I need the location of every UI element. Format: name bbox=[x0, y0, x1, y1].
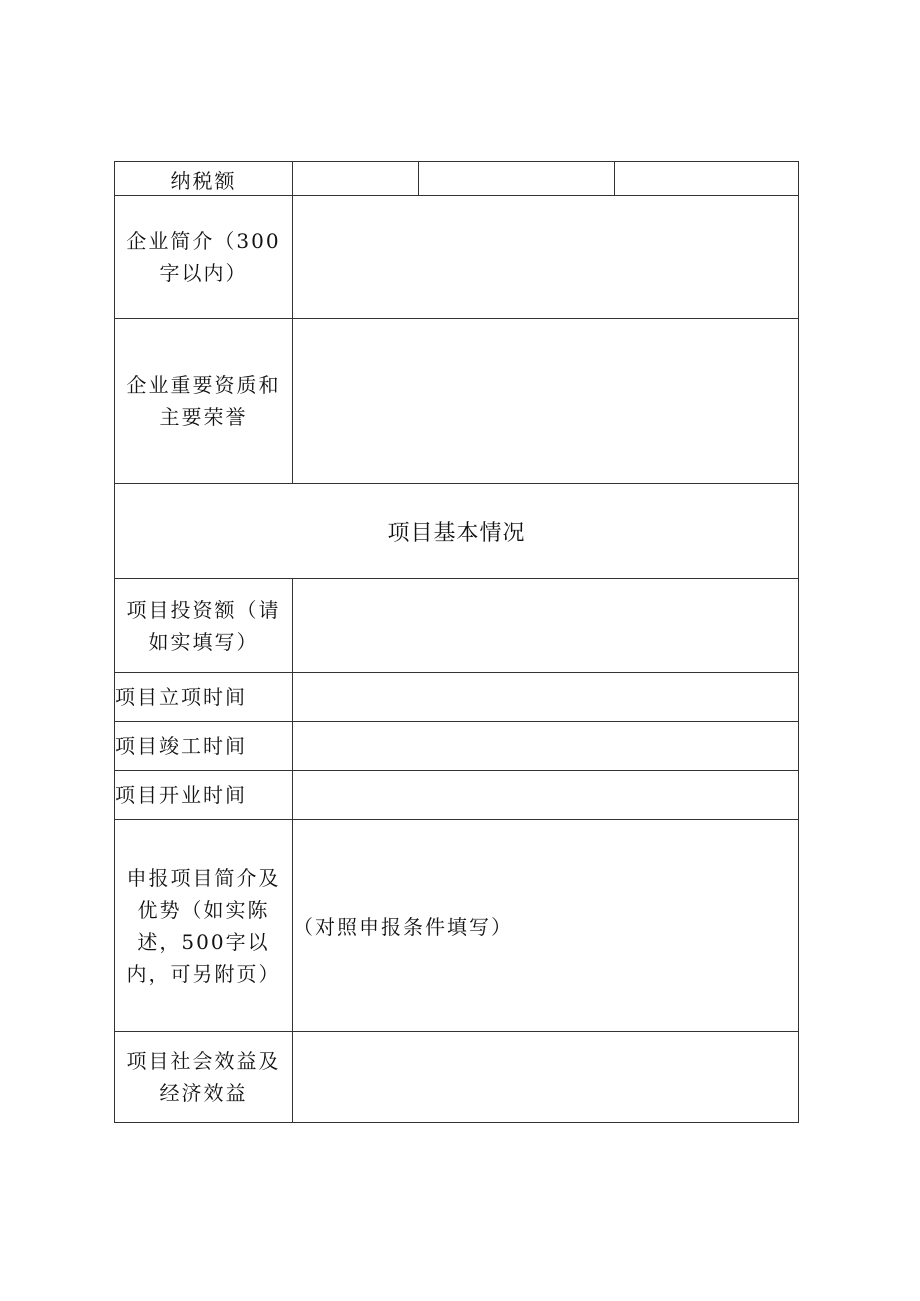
benefit-label-line2: 经济效益 bbox=[159, 1081, 248, 1105]
investment-label-line2: 如实填写） bbox=[148, 629, 259, 654]
tax-row bbox=[115, 162, 799, 196]
benefit-label bbox=[115, 1032, 293, 1123]
intro-row bbox=[115, 196, 799, 319]
tax-label-text: 纳税额 bbox=[170, 169, 237, 193]
intro-input-cell[interactable] bbox=[293, 196, 799, 319]
investment-label-line1: 项目投资额（请 bbox=[126, 597, 281, 622]
tax-label bbox=[115, 162, 293, 196]
intro-label-line2: 字以内） bbox=[159, 261, 248, 285]
completion-time-input-cell[interactable] bbox=[293, 722, 799, 771]
application-intro-hint: （对照申报条件填写） bbox=[293, 915, 513, 939]
investment-label bbox=[115, 579, 293, 673]
completion-time-row bbox=[115, 722, 799, 771]
approval-time-label bbox=[115, 673, 293, 722]
application-intro-label-line3: 述，500字以 bbox=[137, 929, 270, 954]
section-row bbox=[115, 484, 799, 579]
tax-cell-2[interactable] bbox=[419, 162, 615, 196]
intro-label bbox=[115, 196, 293, 319]
opening-time-input-cell[interactable] bbox=[293, 771, 799, 820]
application-intro-label-line2: 优势（如实陈 bbox=[137, 897, 270, 922]
application-intro-label-line4: 内，可另附页） bbox=[126, 961, 281, 986]
section-title: 项目基本情况 bbox=[115, 484, 799, 579]
application-form-table bbox=[114, 161, 799, 1123]
qualification-label-line1: 企业重要资质和 bbox=[126, 373, 281, 397]
application-intro-label bbox=[115, 820, 293, 1032]
approval-time-row bbox=[115, 673, 799, 722]
completion-time-label-text: 项目竣工时间 bbox=[115, 734, 247, 758]
application-intro-row bbox=[115, 820, 799, 1032]
application-intro-input-cell[interactable] bbox=[293, 820, 799, 1032]
investment-input-cell[interactable] bbox=[293, 579, 799, 673]
opening-time-label-text: 项目开业时间 bbox=[115, 783, 247, 807]
benefit-label-line1: 项目社会效益及 bbox=[126, 1049, 281, 1073]
qualification-label-line2: 主要荣誉 bbox=[159, 405, 248, 429]
application-intro-label-line1: 申报项目简介及 bbox=[126, 865, 281, 890]
opening-time-label bbox=[115, 771, 293, 820]
approval-time-input-cell[interactable] bbox=[293, 673, 799, 722]
completion-time-label bbox=[115, 722, 293, 771]
investment-row bbox=[115, 579, 799, 673]
tax-cell-1[interactable] bbox=[293, 162, 419, 196]
tax-cell-3[interactable] bbox=[615, 162, 799, 196]
benefit-row bbox=[115, 1032, 799, 1123]
qualification-label bbox=[115, 319, 293, 484]
benefit-input-cell[interactable] bbox=[293, 1032, 799, 1123]
intro-label-line1: 企业简介（300 bbox=[126, 229, 281, 253]
opening-time-row bbox=[115, 771, 799, 820]
approval-time-label-text: 项目立项时间 bbox=[115, 685, 247, 709]
qualification-row bbox=[115, 319, 799, 484]
qualification-input-cell[interactable] bbox=[293, 319, 799, 484]
